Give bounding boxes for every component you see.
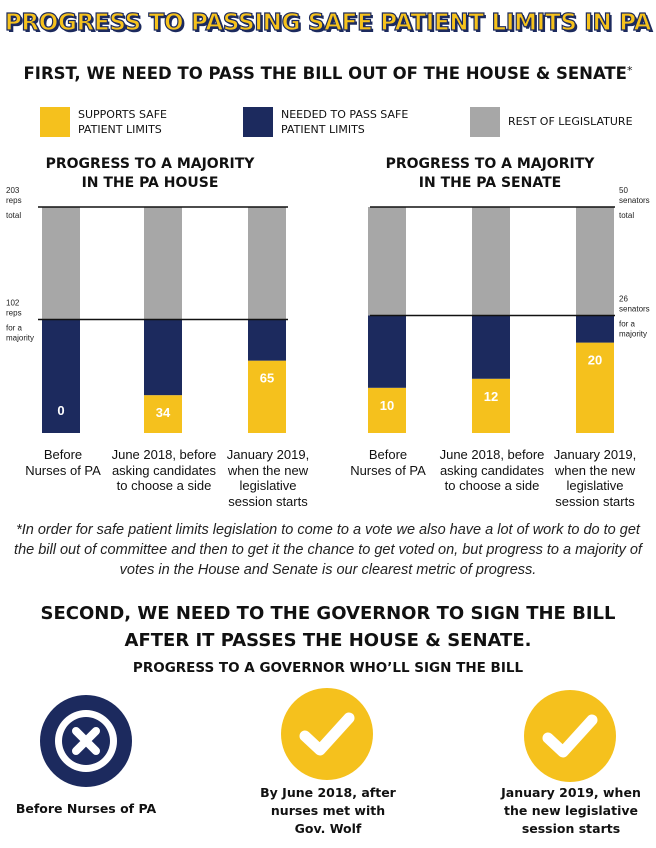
label-line: legislative [566, 478, 624, 493]
rest-bar [368, 207, 406, 315]
total-ref-value: 203 [6, 186, 20, 195]
label-line: June 2018, before [111, 447, 217, 462]
legend-label: SUPPORTS SAFE PATIENT LIMITS [78, 108, 167, 136]
total-ref-caption: total [6, 211, 22, 220]
label-line: Gov. Wolf [294, 821, 362, 836]
page-title: PROGRESS TO PASSING SAFE PATIENT LIMITS IN PA [4, 10, 652, 36]
section-one-text: FIRST, WE NEED TO PASS THE BILL OUT OF THE HOUSE & SENATE [23, 64, 627, 83]
needed-bar [576, 315, 614, 342]
x-icon [40, 695, 132, 787]
label-line: asking candidates [111, 462, 217, 478]
senate-category-label [328, 447, 448, 478]
majority-ref-caption: for a [6, 323, 23, 333]
data-label: 20 [587, 352, 603, 368]
house-bar-chart [0, 180, 330, 445]
legend-swatch-navy [243, 107, 273, 137]
house-title-line1: PROGRESS TO A MAJORITY [45, 156, 255, 172]
total-ref-unit: reps [6, 196, 22, 205]
label-line: January 2019, when [501, 785, 641, 800]
rest-bar [472, 207, 510, 315]
data-label: 12 [483, 388, 499, 404]
legend-swatch-yellow [40, 107, 70, 137]
footnote: *In order for safe patient limits legislation to come to a vote we also have a lot of work to do to get the bill out of committee and then to get it the chance to get voted on, but progress to a majority of votes in the House and Senate is our clearest metric of progress. [14, 522, 642, 578]
check-icon [524, 690, 616, 782]
label-line: when the new [554, 462, 636, 478]
needed-bar [144, 319, 182, 395]
label-line: Before [368, 447, 408, 462]
label-line: By June 2018, after [260, 785, 396, 800]
label-line: January 2019, [226, 447, 310, 462]
label-line: Nurses of PA [350, 462, 426, 478]
support-bar [472, 379, 510, 433]
house-category-label [104, 447, 224, 494]
governor-label [486, 784, 656, 838]
governor-subtitle: PROGRESS TO A GOVERNOR WHO’LL SIGN THE BILL [132, 660, 524, 676]
needed-bar [368, 315, 406, 387]
house-category-label [208, 447, 328, 509]
footnote-marker: * [626, 64, 633, 77]
total-ref-caption: total [619, 211, 635, 220]
label-line: Nurses of PA [25, 462, 101, 478]
label-line: nurses met with [270, 803, 386, 818]
governor-label [1, 800, 171, 818]
legend-label: REST OF LEGISLATURE [508, 115, 633, 128]
data-label: 65 [259, 370, 275, 386]
senate-title-line2: IN THE PA SENATE [418, 175, 562, 191]
label-line: legislative [239, 478, 297, 493]
majority-ref-unit: reps [6, 308, 22, 318]
rest-bar [42, 207, 80, 319]
section-two-line1: SECOND, WE NEED TO THE GOVERNOR TO SIGN THE BILL [40, 603, 616, 624]
data-label: 10 [379, 397, 395, 413]
label-line: January 2019, [553, 447, 637, 462]
section-two-heading [0, 600, 656, 654]
label-line: Before Nurses of PA [15, 801, 157, 816]
data-label: 0 [57, 403, 65, 418]
check-icon [281, 688, 373, 780]
label-line: asking candidates [439, 462, 545, 478]
majority-ref-caption-2: majority [6, 333, 35, 343]
needed-bar [472, 315, 510, 378]
total-ref-value: 50 [619, 186, 628, 195]
governor-label [243, 784, 413, 838]
total-ref-unit: senators [619, 196, 650, 205]
label-line: Before [43, 447, 83, 462]
rest-bar [576, 207, 614, 315]
needed-bar [248, 319, 286, 360]
label-line: the new legislative [503, 803, 639, 818]
section-two-line2: AFTER IT PASSES THE HOUSE & SENATE. [124, 630, 532, 651]
label-line: session starts [521, 821, 621, 836]
rest-bar [144, 207, 182, 319]
label-line: session starts [228, 493, 308, 509]
house-title-line2: IN THE PA HOUSE [81, 175, 219, 191]
label-line: to choose a side [116, 478, 212, 493]
majority-ref-value: 102 [6, 298, 20, 308]
label-line: session starts [555, 493, 635, 509]
legend-label: NEEDED TO PASS SAFE PATIENT LIMITS [281, 108, 409, 136]
legend-swatch-gray [470, 107, 500, 137]
senate-title-line1: PROGRESS TO A MAJORITY [385, 156, 595, 172]
label-line: June 2018, before [439, 447, 545, 462]
senate-category-label [535, 447, 655, 509]
label-line: when the new [227, 462, 309, 478]
senate-category-label [432, 447, 552, 494]
senate-bar-chart [330, 180, 656, 445]
rest-bar [248, 207, 286, 319]
majority-ref-caption: for a [619, 319, 636, 329]
majority-ref-unit: senators [619, 304, 650, 314]
section-one-heading [0, 64, 656, 83]
majority-ref-caption-2: majority [619, 329, 648, 339]
data-label: 34 [155, 405, 171, 421]
majority-ref-value: 26 [619, 294, 628, 304]
label-line: to choose a side [444, 478, 540, 493]
